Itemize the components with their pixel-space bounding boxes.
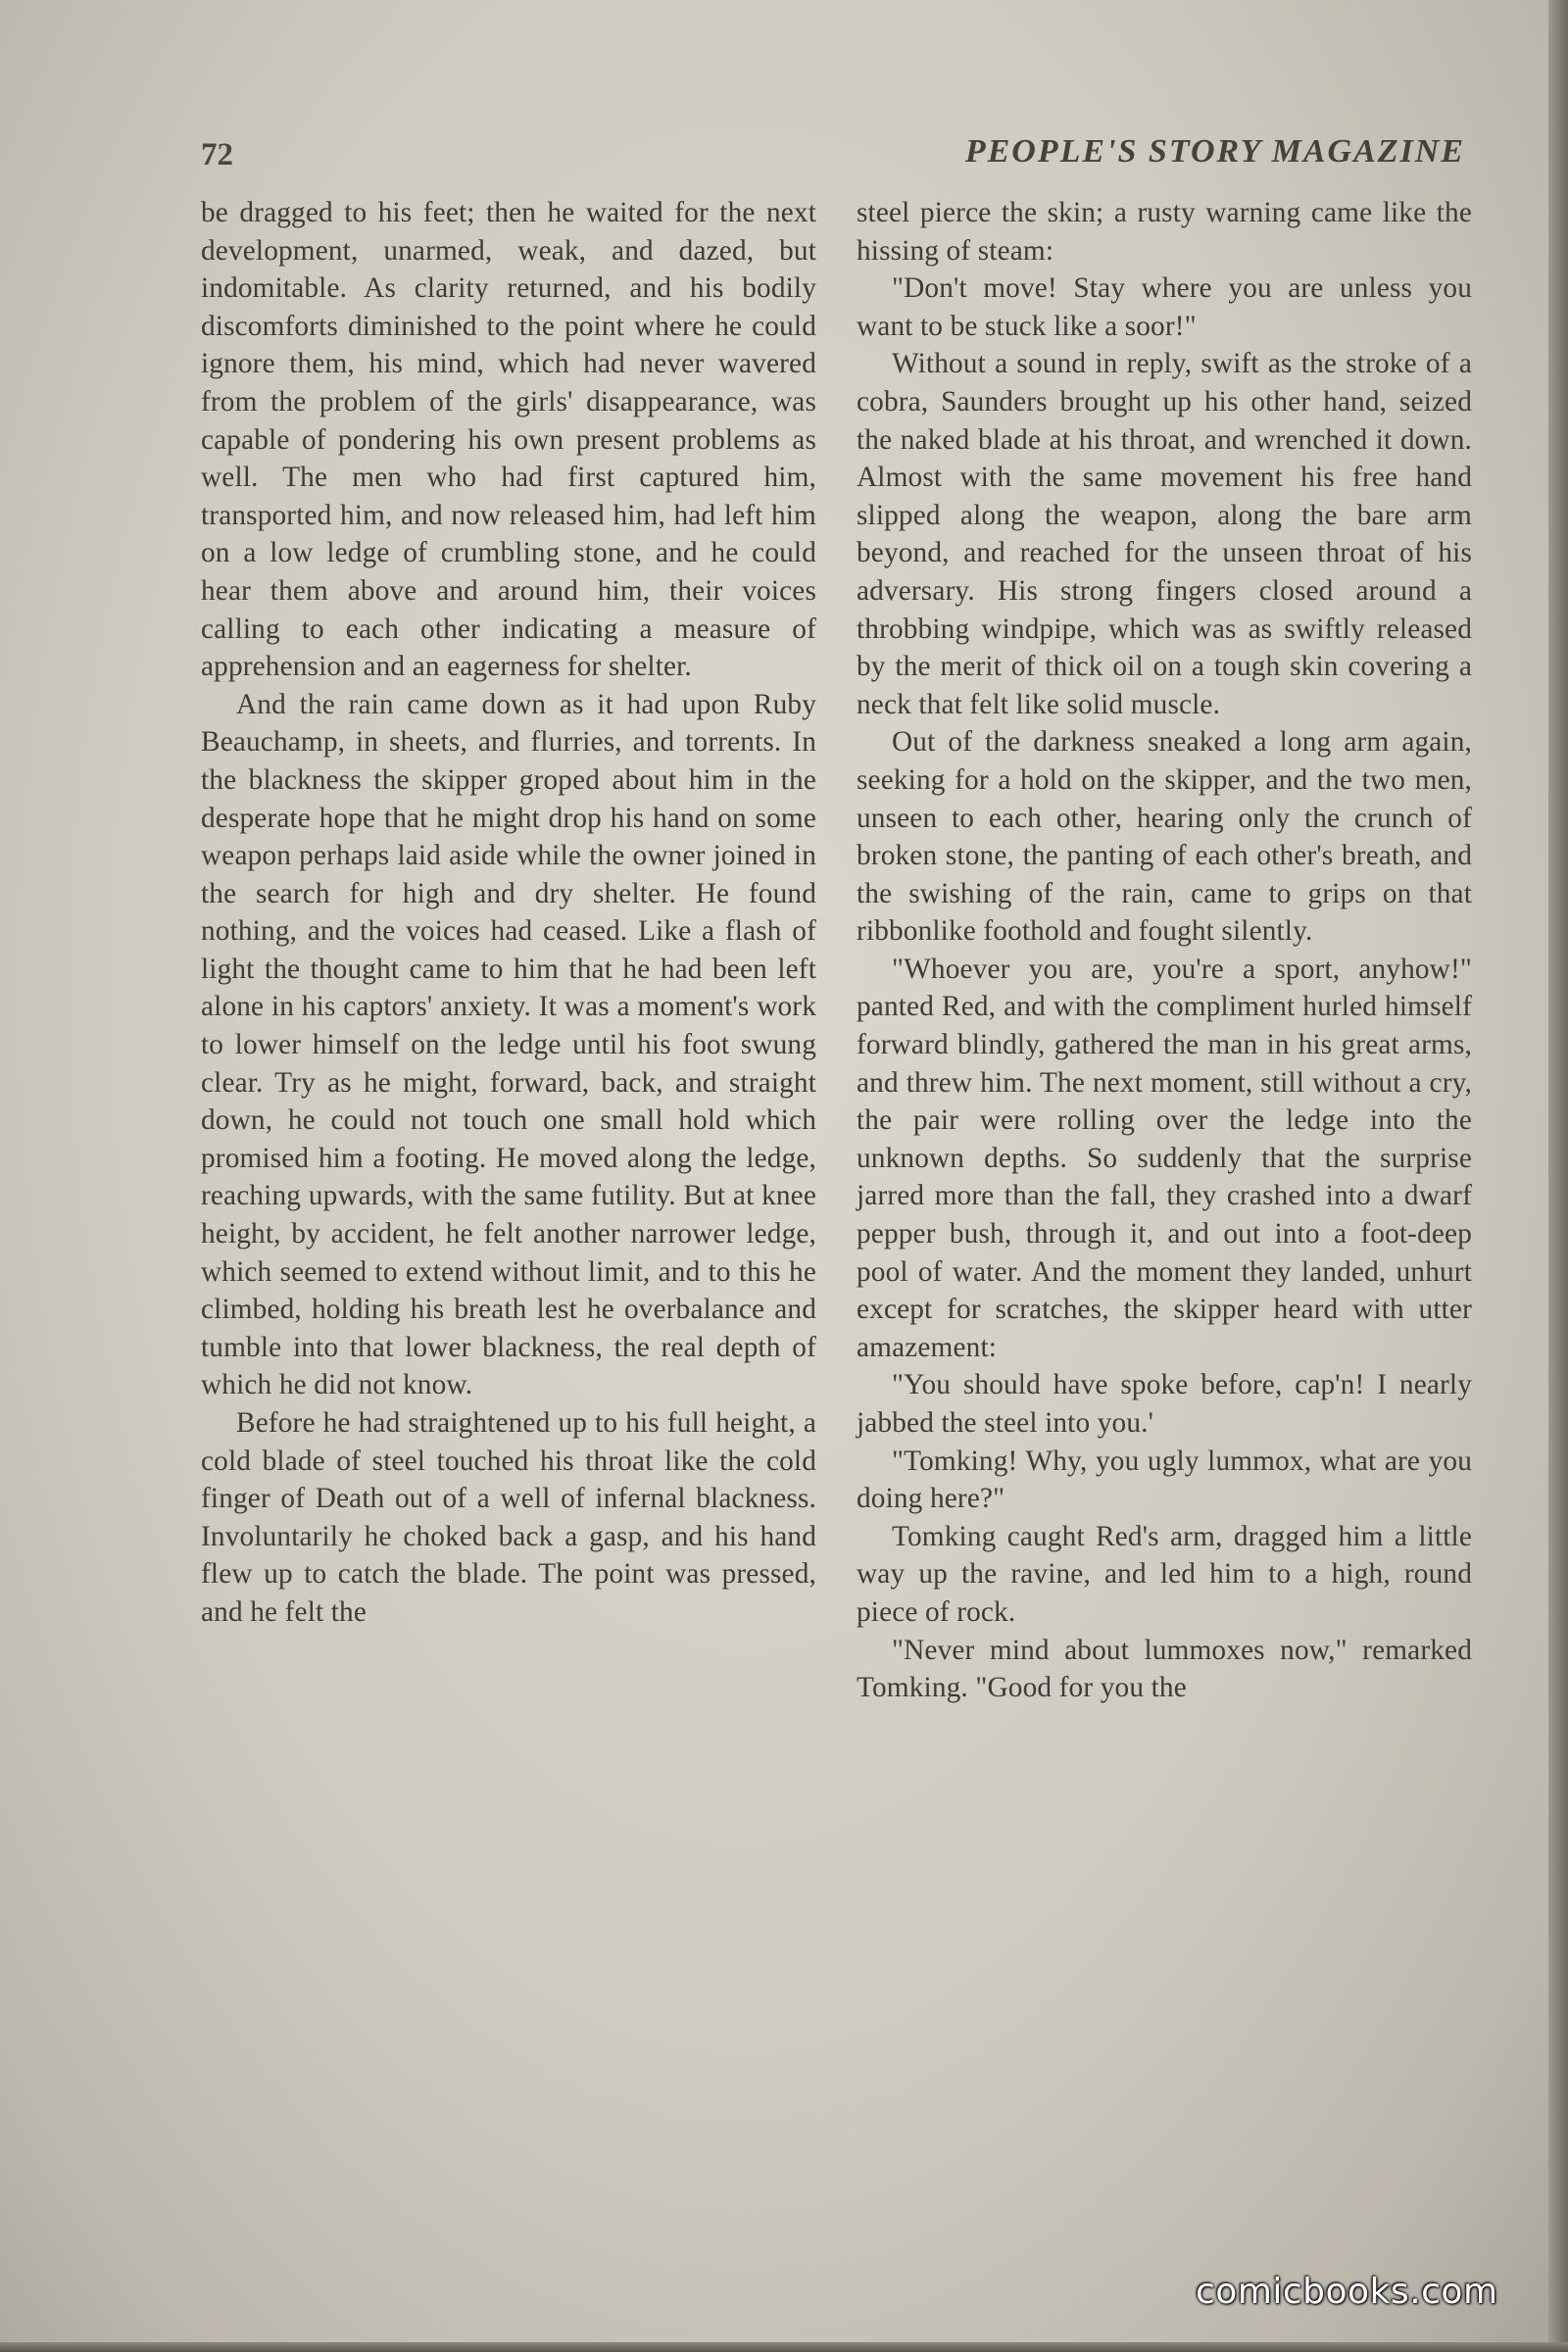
page-header: [201, 129, 1465, 178]
watermark: comicbooks.com: [1196, 2272, 1498, 2312]
paragraph: Out of the darkness sneaked a long arm again, seeking for a hold on the skipper, and the two men, unseen to each other, hearing only the crunch of broken stone, the panting of each other's breath, and the swishing of the rain, came to grips on that ribbonlike foothold and fought silently.: [857, 726, 1472, 948]
paragraph: Without a sound in reply, swift as the stroke of a cobra, Saunders brought up his other hand, seized the naked blade at his throat, and wrenched it down. Almost with the same movement his free hand slipped along the weapon, along the bare arm beyond, and reached for the unseen throat of his adversary. His strong fingers closed around a throbbing windpipe, which was as swiftly released by the merit of thick oil on a tough skin covering a neck that felt like solid muscle.: [857, 348, 1472, 720]
paragraph: "Tomking! Why, you ugly lummox, what are you doing here?": [857, 1445, 1472, 1515]
paragraph: "You should have spoke before, cap'n! I nearly jabbed the steel into you.': [857, 1369, 1472, 1439]
paragraph: be dragged to his feet; then he waited for the next development, unarmed, weak, and dazed, but indomitable. As clarity returned, and his bodily discomforts diminished to the point where he could ignore them, his mind, which had never wavered from the problem of the girls' disappearance, was capable of pondering his own present problems as well. The men who had first captured him, transported him, and now released him, had left him on a low ledge of crumbling stone, and he could hear them above and around him, their voices calling to each other indicating a measure of apprehension and an eagerness for shelter.: [201, 197, 816, 683]
right-column: [857, 194, 1472, 1707]
left-column: [201, 194, 816, 1632]
page-number: 72: [201, 137, 233, 172]
page-edge-shadow: [1548, 0, 1568, 2352]
paragraph: "Never mind about lummoxes now," remarked Tomking. "Good for you the: [857, 1634, 1472, 1704]
paragraph: Before he had straightened up to his full height, a cold blade of steel touched his throat like the cold finger of Death out of a well of infernal blackness. Involuntarily he choked back a gasp, and his hand flew up to catch the blade. The point was pressed, and he felt the: [201, 1407, 816, 1628]
running-head: PEOPLE'S STORY MAGAZINE: [964, 133, 1465, 170]
paragraph: Tomking caught Red's arm, dragged him a little way up the ravine, and led him to a high, round piece of rock.: [857, 1520, 1472, 1628]
paragraph: "Whoever you are, you're a sport, anyhow!" panted Red, and with the compliment hurled himself forward blindly, gathered the man in his great arms, and threw him. The next moment, still without a cry, the pair were rolling over the ledge into the unknown depths. So suddenly that the surprise jarred more than the fall, they crashed into a dwarf pepper bush, through it, and out into a foot-deep pool of water. And the moment they landed, unhurt except for scratches, the skipper heard with utter amazement:: [857, 953, 1472, 1363]
paragraph: steel pierce the skin; a rusty warning came like the hissing of steam:: [857, 197, 1472, 267]
paragraph: And the rain came down as it had upon Ruby Beauchamp, in sheets, and flurries, and torrents. In the blackness the skipper groped about him in the desperate hope that he might drop his hand on some weapon perhaps laid aside while the owner joined in the search for high and dry shelter. He found nothing, and the voices had ceased. Like a flash of light the thought came to him that he had been left alone in his captors' anxiety. It was a moment's work to lower himself on the ledge until his foot swung clear. Try as he might, forward, back, and straight down, he could not touch one small hold which promised him a footing. He moved along the ledge, reaching upwards, with the same futility. But at knee height, by accident, he felt another narrower ledge, which seemed to extend without limit, and to this he climbed, holding his breath lest he overbalance and tumble into that lower blackness, the real depth of which he did not know.: [201, 688, 816, 1401]
paragraph: "Don't move! Stay where you are unless you want to be stuck like a soor!": [857, 272, 1472, 342]
page-bottom-shadow: [0, 2342, 1568, 2352]
